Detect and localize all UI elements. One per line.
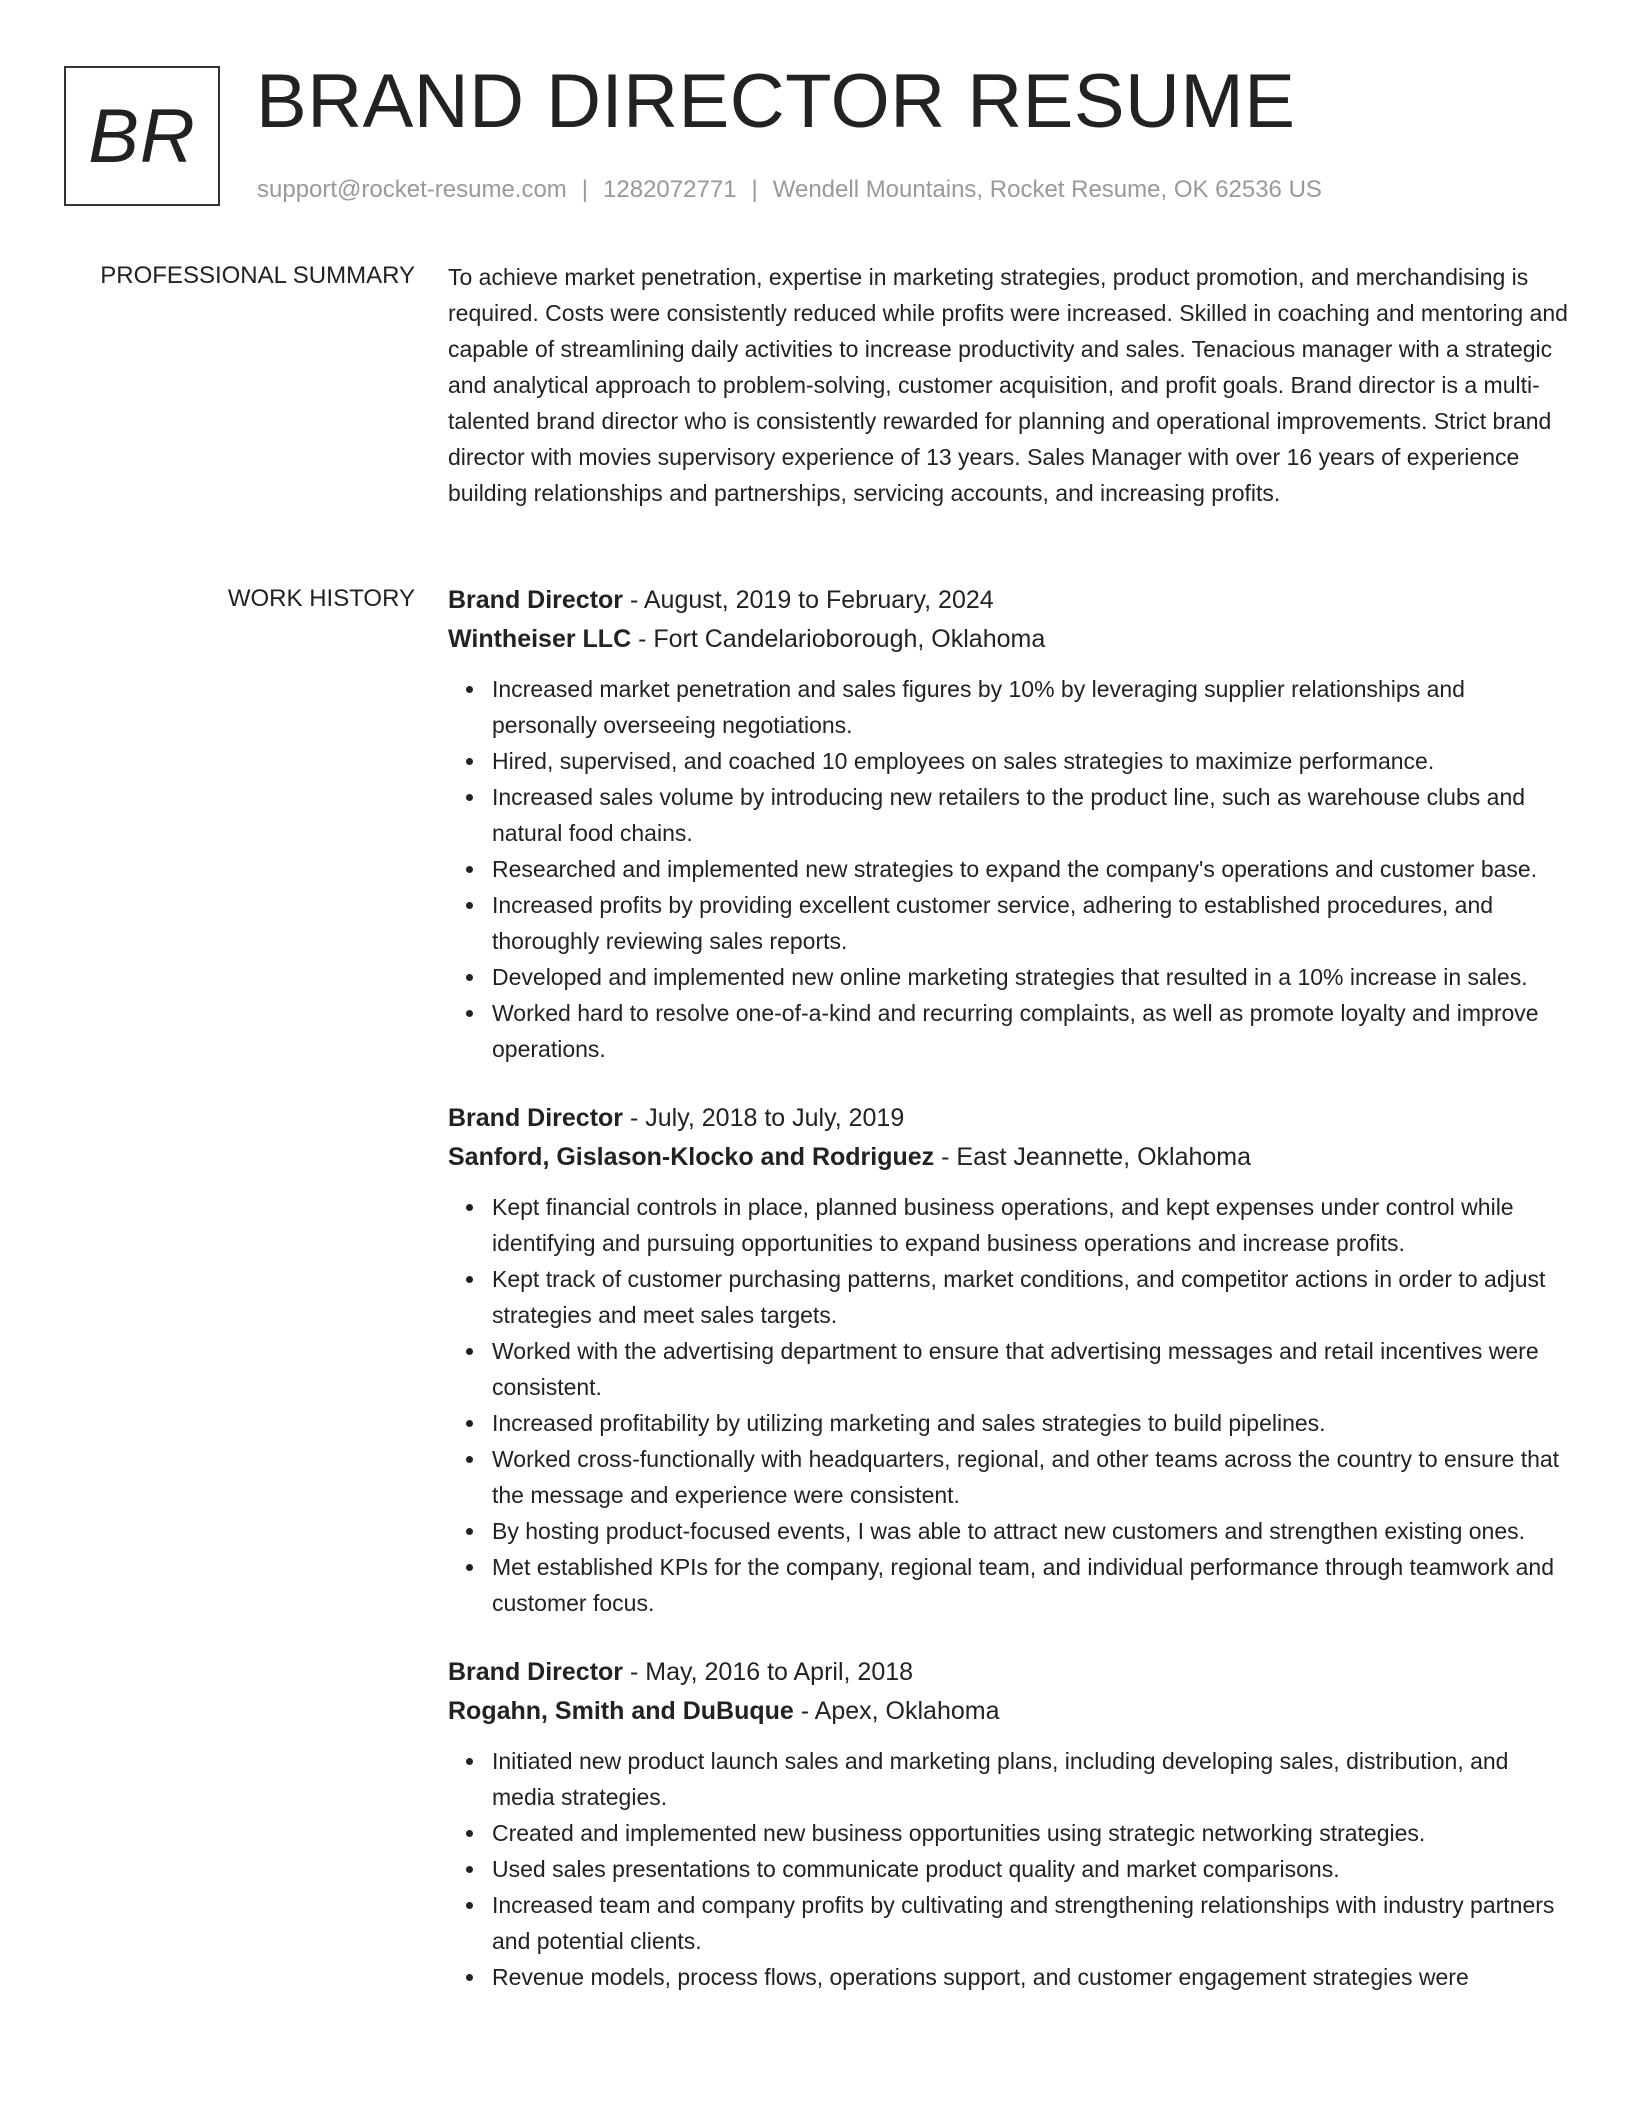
summary-text: To achieve market penetration, expertise in marketing strategies, product promotion, and merchandising is required. Costs were consistently reduced while profits were increased. Skilled in coaching and mentoring and capable of streamlining daily activities to increase productivity and sales. Tenacious manager with a strategic and analytical approach to problem-solving, customer acquisition, and profit goals. Brand director is a multi-talented brand director who is consistently rewarded for planning and operational improvements. Strict brand director with movies supervisory experience of 13 years. Sales Manager with over 16 years of experience building relationships and partnerships, servicing accounts, and increasing profits. xyxy=(448,264,1568,506)
job-bullet: Increased sales volume by introducing new retailers to the product line, such as warehouse clubs and natural food chains. xyxy=(492,779,1568,851)
job-bullet: Hired, supervised, and coached 10 employees on sales strategies to maximize performance. xyxy=(492,743,1568,779)
job-bullet: By hosting product-focused events, I was able to attract new customers and strengthen existing ones. xyxy=(492,1513,1568,1549)
job-location: - Apex, Oklahoma xyxy=(793,1697,1000,1725)
summary-heading: PROFESSIONAL SUMMARY xyxy=(100,262,415,289)
work-history-heading: WORK HISTORY xyxy=(227,585,415,612)
job-company: Sanford, Gislason-Klocko and Rodriguez xyxy=(448,1143,935,1171)
job-bullet: Initiated new product launch sales and marketing plans, including developing sales, distribution, and media strategies. xyxy=(492,1743,1568,1815)
job-bullets xyxy=(448,1743,1568,1995)
job-bullet: Kept financial controls in place, planned business operations, and kept expenses under control while identifying and pursuing opportunities to expand business operations and increase profits. xyxy=(492,1189,1568,1261)
job-location: - East Jeannette, Oklahoma xyxy=(934,1143,1252,1171)
job-bullet: Worked with the advertising department to ensure that advertising messages and retail incentives were consistent. xyxy=(492,1333,1568,1405)
job-entry xyxy=(448,581,1568,1067)
job-bullet: Increased market penetration and sales figures by 10% by leveraging supplier relationships and personally overseeing negotiations. xyxy=(492,671,1568,743)
job-title-line xyxy=(448,1099,1568,1138)
job-bullet: Developed and implemented new online marketing strategies that resulted in a 10% increase in sales. xyxy=(492,959,1568,995)
contact-separator: | xyxy=(581,176,589,203)
job-bullet: Increased profits by providing excellent customer service, adhering to established procedures, and thoroughly reviewing sales reports. xyxy=(492,887,1568,959)
job-dates: - July, 2018 to July, 2019 xyxy=(623,1104,905,1132)
job-location: - Fort Candelarioborough, Oklahoma xyxy=(631,625,1046,653)
contact-address: Wendell Mountains, Rocket Resume, OK 62536 US xyxy=(772,176,1322,203)
job-bullets xyxy=(448,671,1568,1067)
job-bullet: Researched and implemented new strategies to expand the company's operations and customer base. xyxy=(492,851,1568,887)
job-entry xyxy=(448,1653,1568,1995)
job-dates: - August, 2019 to February, 2024 xyxy=(623,586,994,614)
job-bullet: Worked cross-functionally with headquarters, regional, and other teams across the country to ensure that the message and experience were consistent. xyxy=(492,1441,1568,1513)
job-bullet: Met established KPIs for the company, regional team, and individual performance through teamwork and customer focus. xyxy=(492,1549,1568,1621)
job-company-line xyxy=(448,1692,1568,1731)
job-company-line xyxy=(448,1138,1568,1177)
contact-line xyxy=(257,174,1322,206)
job-title: Brand Director xyxy=(448,586,624,614)
job-bullet: Created and implemented new business opportunities using strategic networking strategies. xyxy=(492,1815,1568,1851)
summary-body xyxy=(448,259,1568,511)
contact-phone: 1282072771 xyxy=(603,176,737,203)
job-company-line xyxy=(448,620,1568,659)
job-bullet: Kept track of customer purchasing patterns, market conditions, and competitor actions in order to adjust strategies and meet sales targets. xyxy=(492,1261,1568,1333)
job-bullet: Increased profitability by utilizing marketing and sales strategies to build pipelines. xyxy=(492,1405,1568,1441)
job-title: Brand Director xyxy=(448,1104,624,1132)
contact-separator: | xyxy=(751,176,758,203)
monogram-logo: BR xyxy=(64,66,220,206)
job-bullet: Increased team and company profits by cultivating and strengthening relationships with industry partners and potential clients. xyxy=(492,1887,1568,1959)
job-title-line xyxy=(448,581,1568,620)
resume-title: BRAND DIRECTOR RESUME xyxy=(256,59,1296,144)
job-dates: - May, 2016 to April, 2018 xyxy=(623,1658,914,1686)
job-title: Brand Director xyxy=(448,1658,624,1686)
work-history-body xyxy=(448,581,1568,2027)
contact-email: support@rocket-resume.com xyxy=(257,176,567,203)
job-bullet: Revenue models, process flows, operations support, and customer engagement strategies were xyxy=(492,1959,1568,1995)
job-entry xyxy=(448,1099,1568,1621)
job-company: Rogahn, Smith and DuBuque xyxy=(448,1697,794,1725)
job-title-line xyxy=(448,1653,1568,1692)
job-bullet: Used sales presentations to communicate product quality and market comparisons. xyxy=(492,1851,1568,1887)
job-company: Wintheiser LLC xyxy=(448,625,632,653)
job-bullets xyxy=(448,1189,1568,1621)
job-bullet: Worked hard to resolve one-of-a-kind and recurring complaints, as well as promote loyalty and improve operations. xyxy=(492,995,1568,1067)
